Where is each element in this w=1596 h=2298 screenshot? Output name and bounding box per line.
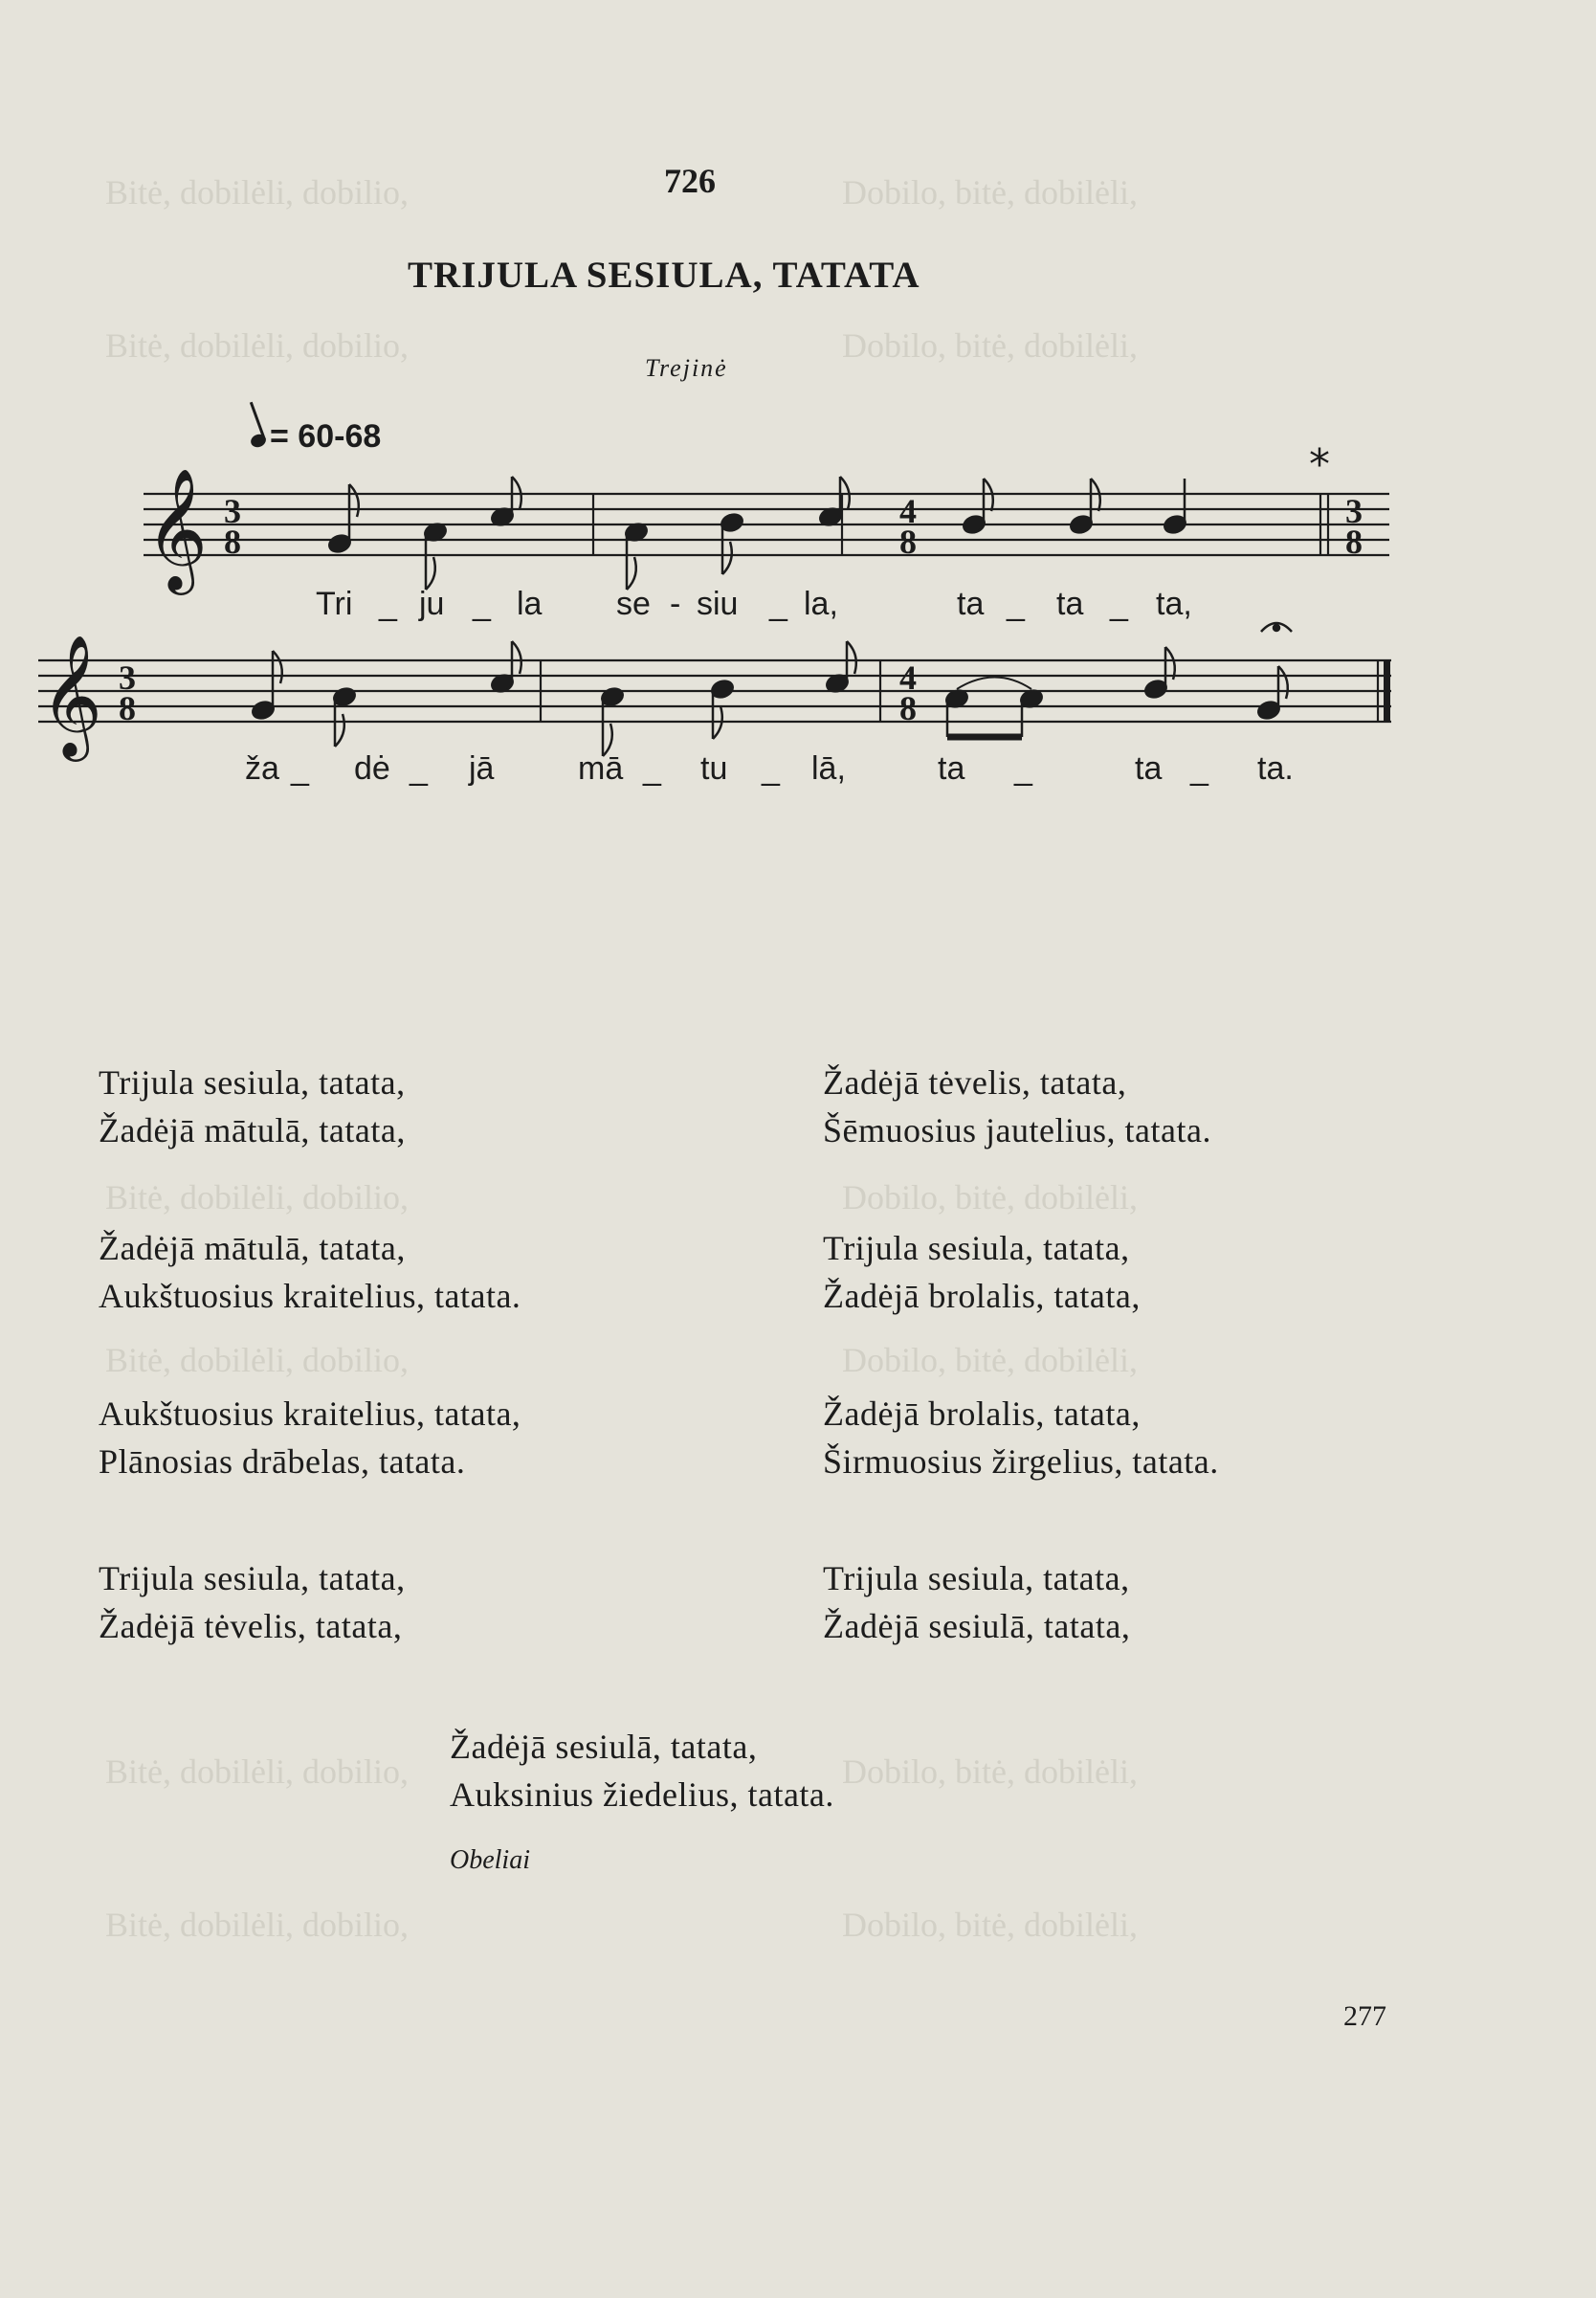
verse-line: Trijula sesiula, tatata, [99,1559,406,1597]
bleed-through-text: Dobilo, bitė, dobilėli, [842,1341,1138,1379]
verse-line: Trijula sesiula, tatata, [99,1063,406,1102]
location-label: Obeliai [450,1845,530,1875]
lyric-syllable: _ [1007,586,1025,622]
final-barline [1384,660,1390,722]
time-sig-top: 3 [1345,492,1363,530]
time-sig-top: 3 [119,658,136,697]
lyric-syllable: jā [469,750,495,787]
time-sig-top: 4 [899,658,917,697]
lyric-syllable: _ [762,750,780,787]
lyric-syllable: siu [697,586,739,622]
lyric-syllable: tu [700,750,728,787]
verse-line: Žadėjā mātulā, tatata, [99,1111,406,1149]
lyric-syllable: lā, [811,750,846,787]
bleed-through-text: Dobilo, bitė, dobilėli, [842,326,1138,365]
time-sig-bottom: 8 [899,689,917,727]
time-sig-bottom: 8 [1345,523,1363,561]
bleed-through-text: Bitė, dobilėli, dobilio, [105,173,409,212]
verse-line: Žadėjā sesiulā, tatata, [823,1607,1131,1645]
verse-line: Žadėjā mātulā, tatata, [99,1229,406,1267]
bleed-through-text: Dobilo, bitė, dobilėli, [842,1906,1138,1944]
bleed-through-text: Bitė, dobilėli, dobilio, [105,1178,409,1216]
verse-line: Žadėjā tėvelis, tatata, [99,1607,403,1645]
lyric-syllable: ta [957,586,985,622]
verse-line: Plānosias drābelas, tatata. [99,1442,466,1481]
lyric-syllable: la, [804,586,838,622]
genre-label: Trejinė [645,354,728,382]
lyric-syllable: ža [245,750,279,787]
verse-line: Žadėjā sesiulā, tatata, [450,1728,758,1766]
lyric-syllable: _ [379,586,397,622]
verse-line: Aukštuosius kraitelius, tatata. [99,1277,521,1315]
music-notation [0,0,1596,823]
verse-line: Žadėjā tėvelis, tatata, [823,1063,1127,1102]
tempo-value: = 60-68 [270,418,382,455]
lyric-syllable: ta [1056,586,1084,622]
verse-line: Auksinius žiedelius, tatata. [450,1775,834,1814]
lyric-syllable: _ [1110,586,1128,622]
page-number: 277 [1343,2000,1386,2032]
bleed-through-text: Dobilo, bitė, dobilėli, [842,1752,1138,1791]
lyric-syllable: _ [473,586,491,622]
verse-line: Trijula sesiula, tatata, [823,1229,1130,1267]
lyric-syllable: _ [1190,750,1208,787]
asterisk-marking: * [1309,440,1330,489]
lyric-syllable: _ [1014,750,1032,787]
time-sig-bottom: 8 [899,523,917,561]
bleed-through-text: Bitė, dobilėli, dobilio, [105,326,409,365]
verse-line: Trijula sesiula, tatata, [823,1559,1130,1597]
lyric-syllable: dė [354,750,390,787]
staff-2-notes [251,623,1292,756]
time-sig-top: 3 [224,492,241,530]
song-title: TRIJULA SESIULA, TATATA [408,255,920,296]
verse-line: Širmuosius žirgelius, tatata. [823,1442,1219,1481]
lyric-syllable: ta [938,750,965,787]
song-number: 726 [664,162,716,200]
time-sig-bottom: 8 [224,523,241,561]
treble-clef-icon: 𝄞 [40,634,103,756]
lyric-syllable: _ [291,750,309,787]
time-sig-top: 4 [899,492,917,530]
lyric-syllable: _ [410,750,428,787]
verse-line: Šēmuosius jautelius, tatata. [823,1111,1211,1149]
bleed-through-text: Dobilo, bitė, dobilėli, [842,1178,1138,1216]
bleed-through-text: Dobilo, bitė, dobilėli, [842,173,1138,212]
lyric-syllable: ju [419,586,445,622]
lyric-syllable: ta. [1257,750,1294,787]
bleed-through-text: Bitė, dobilėli, dobilio, [105,1906,409,1944]
lyric-syllable: ta [1135,750,1163,787]
verse-line: Žadėjā brolalis, tatata, [823,1394,1141,1433]
lyric-syllable: _ [643,750,661,787]
treble-clef-icon: 𝄞 [145,467,209,590]
lyric-syllable: _ [769,586,787,622]
lyric-syllable: ta, [1156,586,1192,622]
verse-line: Žadėjā brolalis, tatata, [823,1277,1141,1315]
bleed-through-text: Bitė, dobilėli, dobilio, [105,1752,409,1791]
time-sig-bottom: 8 [119,689,136,727]
lyric-syllable: se [616,586,651,622]
lyric-syllable: - [670,586,681,622]
verse-line: Aukštuosius kraitelius, tatata, [99,1394,521,1433]
lyric-syllable: la [517,586,543,622]
lyric-syllable: Tri [316,586,353,622]
lyric-syllable: mā [578,750,624,787]
bleed-through-text: Bitė, dobilėli, dobilio, [105,1341,409,1379]
